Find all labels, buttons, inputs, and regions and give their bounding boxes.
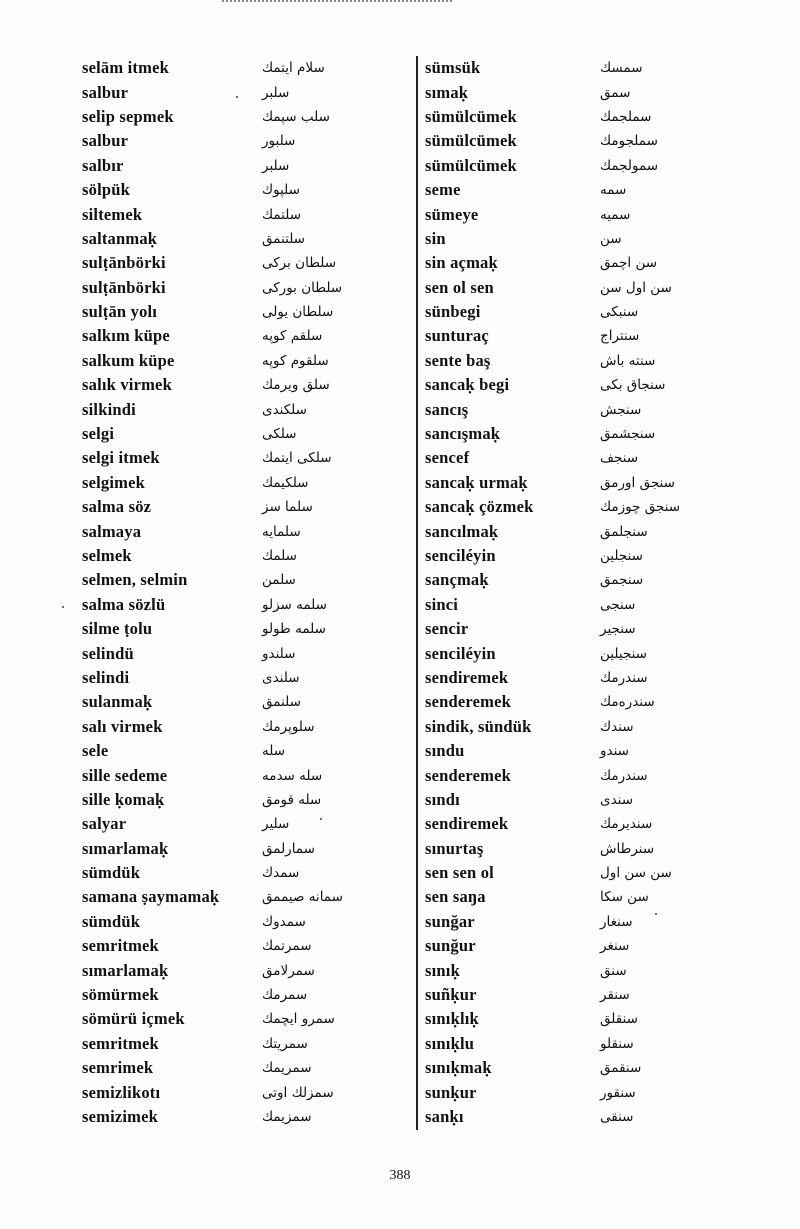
entry-arabic-script: سلتمك <box>262 206 302 223</box>
entry-arabic-script: سلمن <box>262 572 296 589</box>
entry-headword: selindi <box>82 667 130 687</box>
entry-headword: salbur <box>82 82 129 102</box>
entry-arabic-script: سنجیلین <box>600 645 647 662</box>
entry-arabic-script: سلبور <box>262 133 296 150</box>
entry-headword: suñḳur <box>425 985 477 1005</box>
entry-headword: salma söz <box>82 497 152 517</box>
entry-headword: salık virmek <box>82 375 172 395</box>
entry-headword: sümeye <box>425 204 479 224</box>
entry-headword: sımarlamaḳ <box>82 838 169 858</box>
entry-arabic-script: سنبکی <box>600 304 639 321</box>
entry-headword: semizimek <box>82 1106 159 1126</box>
entry-arabic-script: سنجمق <box>600 572 644 589</box>
entry-headword: semritmek <box>82 1033 159 1053</box>
entry-headword: semizlikotı <box>82 1082 161 1102</box>
entry-arabic-script: سلندی <box>262 669 300 686</box>
entry-arabic-script: سنته باش <box>600 352 656 369</box>
entry-arabic-script: سلق ویرمك <box>262 377 330 394</box>
entry-arabic-script: سمریمك <box>262 1060 312 1077</box>
entry-arabic-script: سنغار <box>600 913 633 930</box>
entry-arabic-script: سله سدمه <box>262 767 323 784</box>
entry-arabic-script: سلطان بورکی <box>262 279 343 296</box>
entry-arabic-script: سلام ایتمك <box>262 60 325 77</box>
entry-arabic-script: سنقلو <box>600 1035 634 1052</box>
entry-arabic-script: سلکندی <box>262 401 307 418</box>
entry-headword: sölpük <box>82 180 130 200</box>
entry-headword: sancış <box>425 399 469 419</box>
entry-headword: sunğar <box>425 911 475 931</box>
entry-arabic-script: سمزلك اوتی <box>262 1084 334 1101</box>
entry-headword: sömürü içmek <box>82 1009 185 1029</box>
entry-headword: semrimek <box>82 1058 154 1078</box>
entry-headword: semritmek <box>82 936 159 956</box>
entry-headword: sille ḳomaḳ <box>82 789 165 809</box>
entry-headword: saltanmaḳ <box>82 228 158 248</box>
entry-headword: sulṭān yolı <box>82 302 158 322</box>
entry-arabic-script: سمرلامق <box>262 962 315 979</box>
entry-headword: salı virmek <box>82 716 163 736</box>
entry-headword: senderemek <box>425 765 512 785</box>
entry-arabic-script: سله قومق <box>262 791 322 808</box>
entry-headword: sendiremek <box>425 814 509 834</box>
entry-arabic-script: سلبر <box>262 157 290 174</box>
entry-arabic-script: سمدوك <box>262 913 306 930</box>
entry-arabic-script: سنجق چوزمك <box>600 499 681 516</box>
entry-arabic-script: سنرطاش <box>600 840 655 857</box>
entry-arabic-script: سنقی <box>600 1108 634 1125</box>
entry-headword: senciléyin <box>425 643 496 663</box>
entry-headword: selām itmek <box>82 58 169 78</box>
page-number: 388 <box>389 1168 411 1183</box>
entry-arabic-script: سنجیر <box>600 621 636 638</box>
entry-headword: sin açmaḳ <box>425 253 498 273</box>
entry-headword: sinci <box>425 594 459 614</box>
entry-headword: salkım küpe <box>82 326 170 346</box>
entry-arabic-script: سلمه طولو <box>262 621 326 638</box>
entry-headword: salmaya <box>82 521 142 541</box>
entry-arabic-script: سلتنمق <box>262 230 305 247</box>
entry-headword: silme ṭolu <box>82 619 153 639</box>
entry-arabic-script: سلوپرمك <box>262 718 315 735</box>
entry-arabic-script: سمزیمك <box>262 1108 312 1125</box>
entry-arabic-script: سملجمك <box>600 108 652 125</box>
entry-arabic-script: سنتراج <box>600 328 640 345</box>
entry-headword: sındu <box>425 741 465 761</box>
entry-headword: sunğur <box>425 936 476 956</box>
entry-arabic-script: سلما سز <box>262 499 313 516</box>
entry-headword: sömürmek <box>82 985 159 1005</box>
column-divider <box>416 56 418 1130</box>
entry-headword: sünbegi <box>425 302 481 322</box>
entry-arabic-script: سلندو <box>262 645 296 662</box>
entry-arabic-script: سلکی <box>262 426 297 443</box>
entry-arabic-script: سلکیمك <box>262 474 309 491</box>
entry-headword: sin <box>425 228 446 248</box>
entry-headword: sancaḳ begi <box>425 375 510 395</box>
entry-headword: sançmaḳ <box>425 570 489 590</box>
entry-arabic-script: سلقم کوپه <box>262 328 323 345</box>
entry-headword: sulṭānbörki <box>82 253 166 273</box>
entry-headword: salkum küpe <box>82 350 175 370</box>
entry-headword: salyar <box>82 814 127 834</box>
entry-arabic-script: سلپوك <box>262 182 300 199</box>
entry-arabic-script: سندی <box>600 791 634 808</box>
entry-arabic-script: سلقوم کوپه <box>262 352 329 369</box>
scan-speck <box>62 606 64 608</box>
entry-arabic-script: سملجومك <box>600 133 658 150</box>
entry-headword: sımaḳ <box>425 82 469 102</box>
entry-headword: sümülcümek <box>425 106 517 126</box>
entry-headword: sancaḳ çözmek <box>425 497 534 517</box>
entry-arabic-script: سنقلق <box>600 1011 638 1028</box>
entry-arabic-script: سن سن اول <box>600 865 672 882</box>
entry-headword: sancaḳ urmaḳ <box>425 472 528 492</box>
entry-headword: sümülcümek <box>425 131 517 151</box>
entry-arabic-script: سمیه <box>600 206 631 223</box>
entry-arabic-script: سلطان برکی <box>262 255 337 272</box>
entry-arabic-script: سنجی <box>600 596 636 613</box>
entry-headword: sindik, sündük <box>425 716 532 736</box>
entry-arabic-script: سمریتك <box>262 1035 308 1052</box>
entry-arabic-script: سلمك <box>262 548 297 564</box>
entry-headword: selindü <box>82 643 134 663</box>
entry-arabic-script: سن اول سن <box>600 279 672 296</box>
entry-headword: salbır <box>82 155 124 175</box>
scan-speck <box>320 818 322 820</box>
entry-headword: sanḳı <box>425 1106 464 1126</box>
entry-headword: senciléyin <box>425 546 496 565</box>
entry-headword: selip sepmek <box>82 106 174 126</box>
entry-headword: selgimek <box>82 472 146 492</box>
entry-headword: sınıḳlıḳ <box>425 1009 479 1029</box>
entry-arabic-script: سلکی ایتمك <box>262 450 332 467</box>
entry-headword: sulṭānbörki <box>82 277 166 297</box>
top-scan-mark <box>222 0 452 6</box>
entry-headword: sınıḳmaḳ <box>425 1058 492 1078</box>
entry-headword: sen sen ol <box>425 863 494 883</box>
entry-arabic-script: سلیر <box>262 816 290 833</box>
entry-headword: sümsük <box>425 58 481 78</box>
entry-arabic-script: سمرمك <box>262 987 308 1004</box>
entry-arabic-script: سنجف <box>600 450 639 467</box>
entry-headword: selmek <box>82 546 132 565</box>
entry-headword: sımarlamaḳ <box>82 960 169 980</box>
entry-headword: sancışmaḳ <box>425 424 501 444</box>
right-arabic-column <box>600 56 748 1129</box>
entry-headword: sancılmaḳ <box>425 521 499 541</box>
entry-headword: siltemek <box>82 204 143 224</box>
entry-arabic-script: سمق <box>600 84 631 101</box>
entry-headword: salbur <box>82 131 129 151</box>
entry-arabic-script: سندرمك <box>600 767 648 784</box>
entry-arabic-script: سلبر <box>262 84 290 101</box>
scan-speck <box>655 913 657 915</box>
entry-arabic-script: سندك <box>600 718 634 735</box>
entry-headword: senderemek <box>425 692 512 712</box>
entry-arabic-script: سمرو ایچمك <box>262 1011 335 1028</box>
entry-arabic-script: سنقر <box>600 987 630 1004</box>
entry-arabic-script: سنجلمق <box>600 523 648 540</box>
entry-headword: sele <box>82 741 109 761</box>
entry-headword: samana ṣaymamaḳ <box>82 887 220 907</box>
entry-arabic-script: سن سکا <box>600 889 649 906</box>
entry-headword: sunḳur <box>425 1082 477 1102</box>
entry-headword: selgi itmek <box>82 448 160 468</box>
entry-headword: sınıḳlu <box>425 1033 475 1053</box>
entry-arabic-script: سمارلمق <box>262 840 315 857</box>
entry-arabic-script: سلنمق <box>262 694 301 711</box>
entry-arabic-script: سلب سپمك <box>262 108 330 125</box>
entry-headword: sümdük <box>82 911 141 931</box>
entry-headword: sunturaç <box>425 326 489 346</box>
entry-arabic-script: سنغر <box>600 938 630 955</box>
entry-arabic-script: سنجاق بکی <box>600 377 666 394</box>
entry-arabic-script: سمدك <box>262 865 300 882</box>
entry-arabic-script: سنقور <box>600 1084 636 1101</box>
entry-arabic-script: سلطان یولی <box>262 304 334 321</box>
entry-headword: sulanmaḳ <box>82 692 153 712</box>
entry-arabic-script: سلمه سزلو <box>262 596 327 613</box>
entry-arabic-script: سنجلین <box>600 548 643 564</box>
entry-headword: selmen, selmin <box>82 570 188 590</box>
left-arabic-column <box>262 56 406 1129</box>
entry-headword: sındı <box>425 789 460 809</box>
entry-headword: sille sedeme <box>82 765 168 785</box>
entry-headword: sencir <box>425 619 469 639</box>
entry-headword: sümdük <box>82 863 141 883</box>
entry-arabic-script: سمرتمك <box>262 938 312 955</box>
entry-arabic-script: سندرەمك <box>600 694 655 711</box>
entry-headword: sınıḳ <box>425 960 460 980</box>
entry-arabic-script: سنجق اورمق <box>600 474 675 491</box>
entry-arabic-script: سن اچمق <box>600 255 658 272</box>
entry-headword: selgi <box>82 424 115 444</box>
entry-arabic-script: سنق <box>600 962 627 979</box>
entry-headword: silkindi <box>82 399 136 419</box>
entry-headword: sen ol sen <box>425 277 494 297</box>
entry-headword: sınurtaş <box>425 838 484 858</box>
entry-arabic-script: سمه <box>600 182 627 199</box>
scan-speck <box>236 96 238 98</box>
entry-arabic-script: سمسك <box>600 60 643 77</box>
entry-arabic-script: سندو <box>600 743 629 760</box>
entry-headword: salma sözlü <box>82 594 166 614</box>
right-latin-column <box>425 56 625 1129</box>
entry-arabic-script: سمولجمك <box>600 157 659 174</box>
entry-arabic-script: سنجشمق <box>600 426 656 443</box>
entry-arabic-script: سمانه صیممق <box>262 889 343 906</box>
entry-headword: sencef <box>425 448 470 468</box>
entry-arabic-script: سن <box>600 230 622 247</box>
entry-arabic-script: سندرمك <box>600 669 648 686</box>
entry-headword: sendiremek <box>425 667 509 687</box>
entry-headword: sümülcümek <box>425 155 517 175</box>
entry-arabic-script: سندیرمك <box>600 816 653 833</box>
entry-arabic-script: سلمایه <box>262 523 301 540</box>
entry-arabic-script: سنقمق <box>600 1060 642 1077</box>
entry-arabic-script: سله <box>262 743 286 760</box>
entry-arabic-script: سنجش <box>600 401 642 418</box>
entry-headword: sen saŋa <box>425 887 486 907</box>
entry-headword: sente baş <box>425 350 491 370</box>
entry-headword: seme <box>425 180 461 200</box>
